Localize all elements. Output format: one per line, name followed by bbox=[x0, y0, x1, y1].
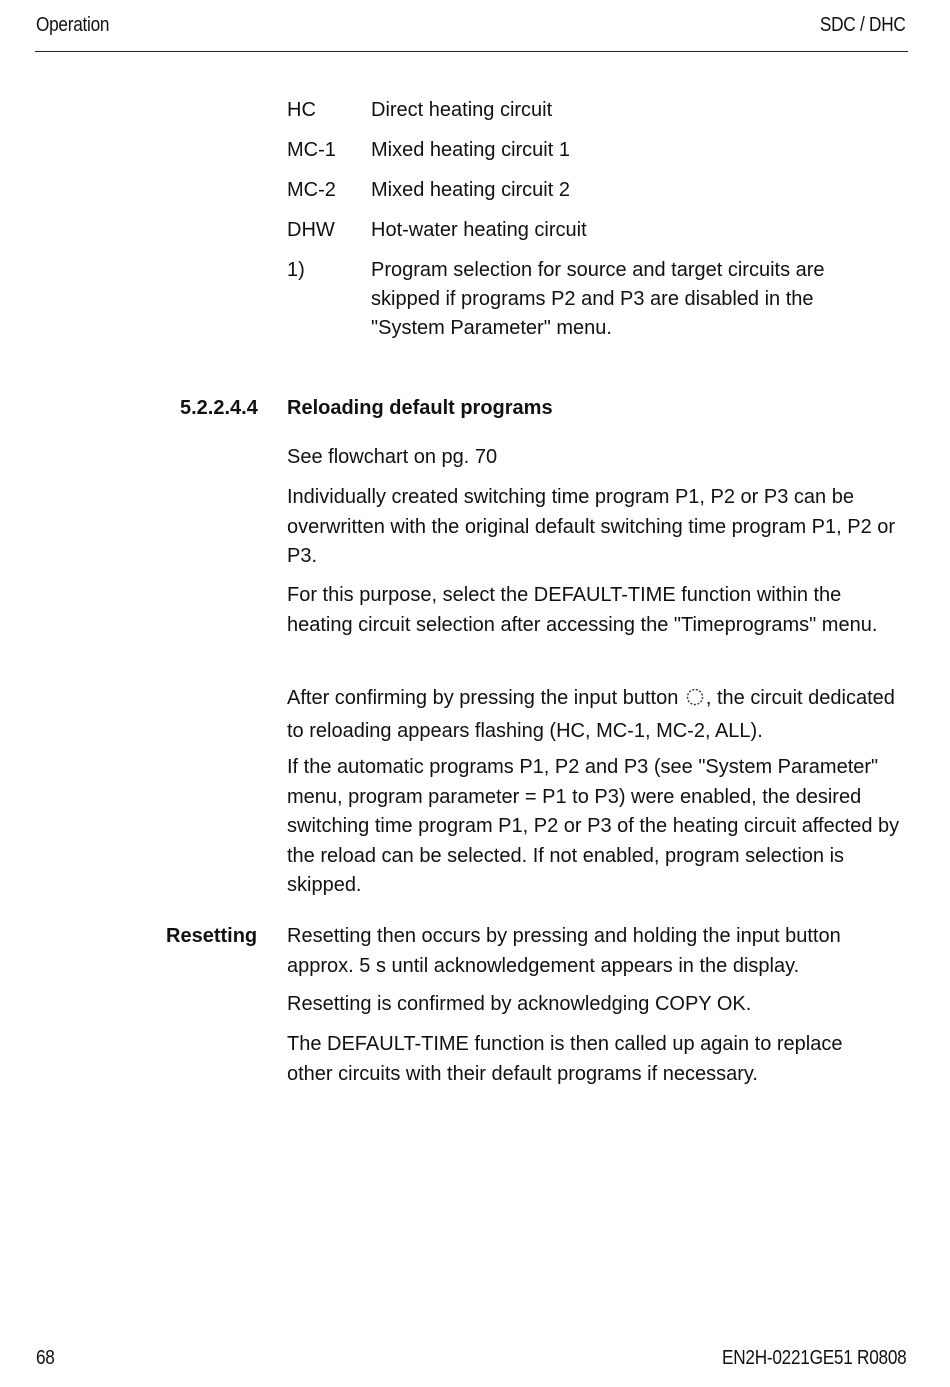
side-label-resetting: Resetting bbox=[166, 925, 258, 947]
confirm-text-after: , the circuit dedicated to reloading appears flashing (HC, MC-1, MC-2, ALL). bbox=[287, 687, 895, 742]
body-paragraph: Resetting then occurs by pressing and holding the input button approx. 5 s until acknowledgement appears in the display. bbox=[287, 925, 841, 977]
abbr-definition: Mixed heating circuit 1 bbox=[371, 139, 570, 161]
page-number: 68 bbox=[36, 1347, 55, 1369]
body-paragraph: For this purpose, select the DEFAULT-TIME function within the heating circuit selection after accessing the "Timeprograms" menu. bbox=[287, 584, 878, 636]
running-header-right: SDC / DHC bbox=[820, 14, 906, 36]
body-paragraph: If the automatic programs P1, P2 and P3 (see "System Parameter" menu, program parameter = P1 to P3) were enabled, the desired switching time program P1, P2 or P3 of the heating circuit affected by the reload can be selected. If not enabled, program selection is skipped. bbox=[287, 756, 900, 896]
abbr-definition: Direct heating circuit bbox=[371, 99, 553, 121]
header-rule bbox=[35, 51, 908, 52]
abbr-definition: Mixed heating circuit 2 bbox=[371, 179, 570, 201]
confirm-text-before: After confirming by pressing the input button bbox=[287, 687, 679, 709]
section-title: Reloading default programs bbox=[287, 397, 553, 419]
body-paragraph: The DEFAULT-TIME function is then called up again to replace other circuits with their default programs if necessary. bbox=[287, 1033, 843, 1085]
body-paragraph: See flowchart on pg. 70 bbox=[287, 446, 498, 468]
abbr-term: MC-2 bbox=[287, 179, 336, 201]
rotary-input-button-icon bbox=[685, 687, 705, 717]
section-number: 5.2.2.4.4 bbox=[180, 397, 258, 419]
footnote-text: Program selection for source and target circuits are skipped if programs P2 and P3 are disabled in the "System Parameter" menu. bbox=[371, 259, 825, 339]
body-paragraph: Individually created switching time program P1, P2 or P3 can be overwritten with the original default switching time program P1, P2 or P3. bbox=[287, 486, 896, 567]
abbr-definition: Hot-water heating circuit bbox=[371, 219, 587, 241]
abbr-term: DHW bbox=[287, 219, 335, 241]
abbr-term: HC bbox=[287, 99, 316, 121]
abbr-term: MC-1 bbox=[287, 139, 336, 161]
body-paragraph-confirm bbox=[287, 684, 899, 746]
document-code: EN2H-0221GE51 R0808 bbox=[721, 1347, 906, 1369]
running-header-left: Operation bbox=[36, 14, 110, 36]
body-paragraph: Resetting is confirmed by acknowledging COPY OK. bbox=[287, 993, 752, 1015]
footnote-marker: 1) bbox=[287, 259, 305, 281]
